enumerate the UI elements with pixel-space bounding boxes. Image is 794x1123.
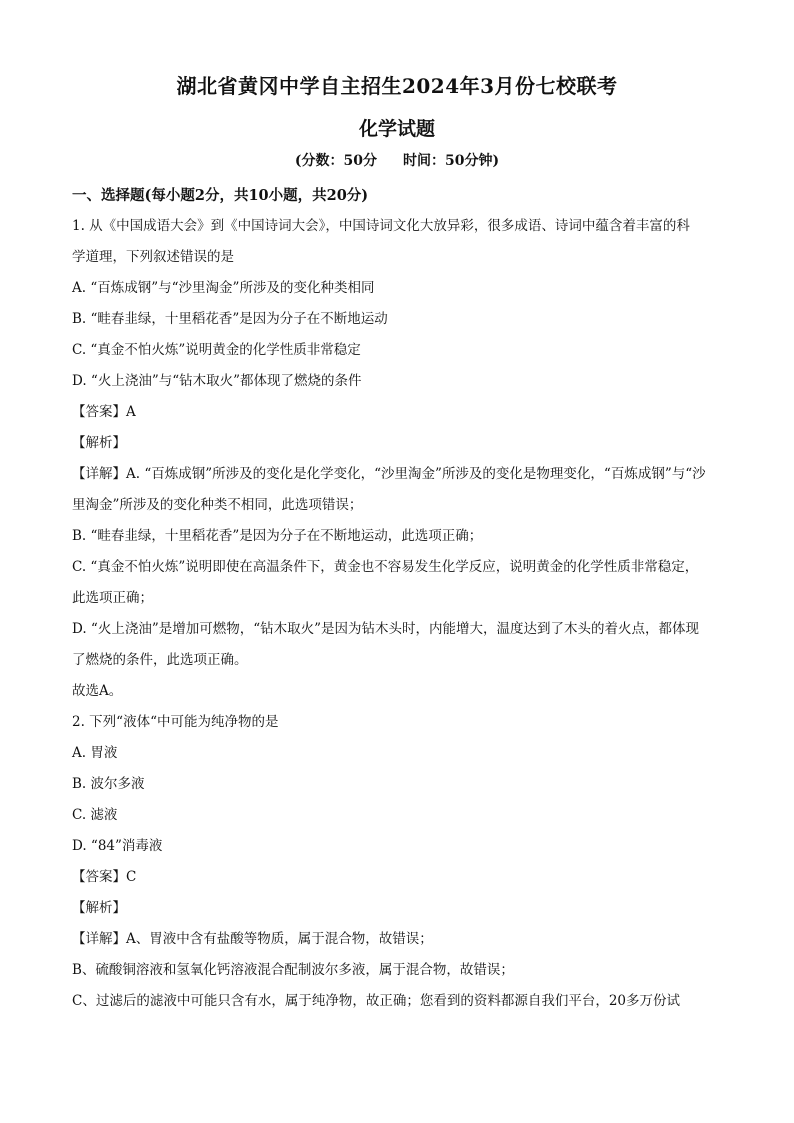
exam-score: (分数：50分 bbox=[294, 153, 377, 169]
exam-meta bbox=[0, 150, 794, 170]
q2-option-c: C. 滤液 bbox=[72, 807, 118, 823]
q2-analysis-label: 【解析】 bbox=[72, 900, 126, 916]
q2-option-a: A. 胃液 bbox=[72, 745, 118, 761]
section-heading: 一、选择题(每小题2分，共10小题，共20分) bbox=[72, 187, 369, 204]
q1-detail-line1: 【详解】A. “百炼成钢”所涉及的变化是化学变化，“沙里淘金”所涉及的变化是物理变化，“百炼成钢”与“沙 bbox=[72, 466, 706, 482]
q2-detail-line2: B、硫酸铜溶液和氢氧化钙溶液混合配制波尔多液，属于混合物，故错误； bbox=[72, 962, 514, 978]
q1-detail-line6: D. “火上浇油”是增加可燃物，“钻木取火”是因为钻木头时，内能增大，温度达到了木头的着火点，都体现 bbox=[72, 621, 700, 637]
q2-option-d: D. “84”消毒液 bbox=[72, 838, 163, 854]
q1-detail-line5: 此选项正确； bbox=[72, 590, 153, 606]
q2-detail-line1: 【详解】A、胃液中含有盐酸等物质，属于混合物，故错误； bbox=[72, 931, 433, 947]
q1-detail-line3: B. “畦春韭绿，十里稻花香”是因为分子在不断地运动，此选项正确； bbox=[72, 528, 483, 544]
exam-title: 湖北省黄冈中学自主招生2024年3月份七校联考 bbox=[176, 74, 618, 98]
q1-stem-line1: 1. 从《中国成语大会》到《中国诗词大会》，中国诗词文化大放异彩，很多成语、诗词中蕴含着丰富的科 bbox=[72, 218, 690, 234]
q1-conclusion: 故选A。 bbox=[72, 683, 123, 699]
q1-option-b: B. “畦春韭绿，十里稻花香”是因为分子在不断地运动 bbox=[72, 311, 388, 327]
q1-option-c: C. “真金不怕火炼”说明黄金的化学性质非常稳定 bbox=[72, 342, 361, 358]
q1-answer: 【答案】A bbox=[72, 404, 136, 420]
q1-option-a: A. “百炼成钢”与“沙里淘金”所涉及的变化种类相同 bbox=[72, 280, 375, 296]
exam-subject: 化学试题 bbox=[358, 118, 435, 140]
q1-detail-line7: 了燃烧的条件，此选项正确。 bbox=[72, 652, 248, 668]
exam-time: 时间：50分钟) bbox=[403, 153, 500, 169]
exam-body bbox=[72, 180, 728, 1017]
q1-detail-line4: C. “真金不怕火炼”说明即使在高温条件下，黄金也不容易发生化学反应，说明黄金的化学性质非常稳定， bbox=[72, 559, 699, 575]
q1-detail-line2: 里淘金”所涉及的变化种类不相同，此选项错误； bbox=[72, 497, 363, 513]
q2-stem: 2. 下列“液体“中可能为纯净物的是 bbox=[72, 714, 279, 730]
q1-analysis-label: 【解析】 bbox=[72, 435, 126, 451]
q1-option-d: D. “火上浇油”与“钻木取火”都体现了燃烧的条件 bbox=[72, 373, 362, 389]
q2-option-b: B. 波尔多液 bbox=[72, 776, 145, 792]
q2-detail-line3: C、过滤后的滤液中可能只含有水，属于纯净物，故正确；您看到的资料都源自我们平台，20多万份试 bbox=[72, 993, 681, 1009]
q1-stem-line2: 学道理，下列叙述错误的是 bbox=[72, 249, 234, 265]
q2-answer: 【答案】C bbox=[72, 869, 137, 885]
